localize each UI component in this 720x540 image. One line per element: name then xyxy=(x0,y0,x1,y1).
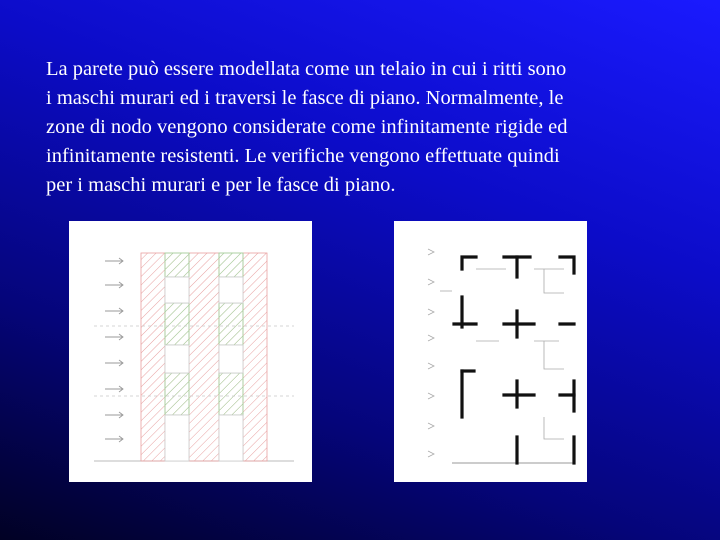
node-top-right xyxy=(219,253,243,277)
node-mid-left xyxy=(165,303,189,345)
wall-diagram xyxy=(69,221,312,482)
node-mid-right xyxy=(219,303,243,345)
load-arrows xyxy=(105,258,123,442)
frame-members xyxy=(454,257,574,463)
opening-1 xyxy=(165,277,189,303)
frame-load-markers xyxy=(428,249,434,457)
frame-diagram xyxy=(394,221,587,482)
wall-diagram-svg xyxy=(69,221,312,482)
pier-right xyxy=(243,253,267,461)
opening-2 xyxy=(219,277,243,303)
frame-diagram-svg xyxy=(394,221,587,482)
node-low-left xyxy=(165,373,189,415)
pier-middle xyxy=(189,253,219,461)
node-low-right xyxy=(219,373,243,415)
slide-body-text: La parete può essere modellata come un telaio in cui i ritti sono i maschi murari ed i traversi le fasce di piano. Normalmente, le zone di nodo vengono considerate come infinitamente rigide ed infinitamente resistenti. Le verifiche vengono effettuate quindi per i maschi murari e per le fasce di piano. xyxy=(46,58,568,196)
frame-outline xyxy=(440,269,564,439)
pier-left xyxy=(141,253,165,461)
opening-6 xyxy=(219,415,243,461)
opening-3 xyxy=(165,345,189,373)
node-top-left xyxy=(165,253,189,277)
opening-5 xyxy=(165,415,189,461)
opening-4 xyxy=(219,345,243,373)
